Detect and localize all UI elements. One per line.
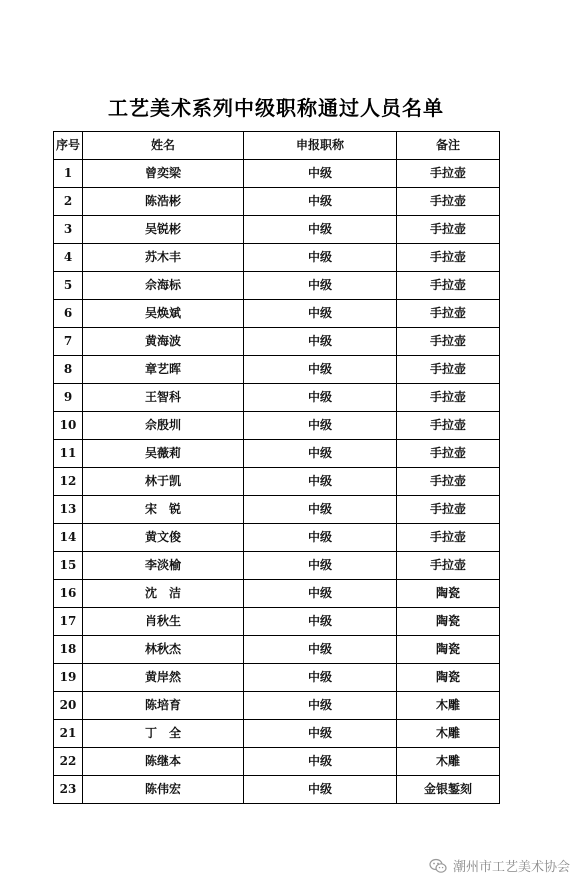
cell-no: 6 xyxy=(54,300,83,328)
cell-note: 手拉壶 xyxy=(397,300,500,328)
header-cell-title: 申报职称 xyxy=(244,132,397,160)
cell-name: 吴锐彬 xyxy=(83,216,244,244)
table-row xyxy=(54,664,500,692)
table-row xyxy=(54,160,500,188)
table-row xyxy=(54,748,500,776)
cell-no: 15 xyxy=(54,552,83,580)
table-row xyxy=(54,468,500,496)
cell-note: 手拉壶 xyxy=(397,188,500,216)
cell-note: 手拉壶 xyxy=(397,160,500,188)
table-header-row xyxy=(54,132,500,160)
table-row xyxy=(54,552,500,580)
table-row xyxy=(54,328,500,356)
cell-title: 中级 xyxy=(244,272,397,300)
cell-note: 手拉壶 xyxy=(397,496,500,524)
watermark-text: 潮州市工艺美术协会 xyxy=(452,860,570,875)
table-row xyxy=(54,216,500,244)
cell-name: 曾奕梁 xyxy=(83,160,244,188)
cell-no: 11 xyxy=(54,440,83,468)
cell-name: 陈浩彬 xyxy=(83,188,244,216)
cell-title: 中级 xyxy=(244,328,397,356)
cell-title: 中级 xyxy=(244,160,397,188)
cell-note: 手拉壶 xyxy=(397,272,500,300)
cell-title: 中级 xyxy=(244,468,397,496)
cell-note: 手拉壶 xyxy=(397,328,500,356)
header-cell-no: 序号 xyxy=(54,132,83,160)
cell-name: 林于凯 xyxy=(83,468,244,496)
cell-title: 中级 xyxy=(244,300,397,328)
cell-title: 中级 xyxy=(244,720,397,748)
cell-note: 手拉壶 xyxy=(397,384,500,412)
cell-no: 10 xyxy=(54,412,83,440)
cell-note: 陶瓷 xyxy=(397,608,500,636)
cell-no: 17 xyxy=(54,608,83,636)
cell-no: 19 xyxy=(54,664,83,692)
table-row xyxy=(54,524,500,552)
cell-title: 中级 xyxy=(244,664,397,692)
table-row xyxy=(54,580,500,608)
table-row xyxy=(54,384,500,412)
cell-no: 3 xyxy=(54,216,83,244)
cell-title: 中级 xyxy=(244,748,397,776)
cell-note: 手拉壶 xyxy=(397,244,500,272)
cell-name: 李淡榆 xyxy=(83,552,244,580)
table-row xyxy=(54,300,500,328)
cell-name: 黄文俊 xyxy=(83,524,244,552)
roster-table xyxy=(53,131,500,804)
cell-title: 中级 xyxy=(244,608,397,636)
header-cell-name: 姓名 xyxy=(83,132,244,160)
cell-note: 手拉壶 xyxy=(397,552,500,580)
table-row xyxy=(54,496,500,524)
cell-no: 8 xyxy=(54,356,83,384)
table-row xyxy=(54,692,500,720)
table-row xyxy=(54,776,500,804)
cell-title: 中级 xyxy=(244,776,397,804)
cell-note: 手拉壶 xyxy=(397,524,500,552)
account-watermark xyxy=(429,856,570,875)
cell-no: 12 xyxy=(54,468,83,496)
table-row xyxy=(54,440,500,468)
cell-note: 木雕 xyxy=(397,720,500,748)
cell-name: 陈培育 xyxy=(83,692,244,720)
cell-name: 丁 全 xyxy=(83,720,244,748)
table-row xyxy=(54,412,500,440)
table-row xyxy=(54,272,500,300)
cell-title: 中级 xyxy=(244,692,397,720)
table-row xyxy=(54,188,500,216)
cell-title: 中级 xyxy=(244,524,397,552)
cell-note: 手拉壶 xyxy=(397,216,500,244)
cell-note: 手拉壶 xyxy=(397,440,500,468)
cell-title: 中级 xyxy=(244,496,397,524)
cell-note: 陶瓷 xyxy=(397,636,500,664)
cell-title: 中级 xyxy=(244,356,397,384)
cell-note: 手拉壶 xyxy=(397,412,500,440)
cell-no: 20 xyxy=(54,692,83,720)
cell-name: 吴薇莉 xyxy=(83,440,244,468)
cell-title: 中级 xyxy=(244,244,397,272)
cell-title: 中级 xyxy=(244,188,397,216)
cell-name: 沈 洁 xyxy=(83,580,244,608)
cell-no: 9 xyxy=(54,384,83,412)
cell-note: 木雕 xyxy=(397,692,500,720)
cell-note: 手拉壶 xyxy=(397,468,500,496)
cell-no: 18 xyxy=(54,636,83,664)
cell-name: 陈伟宏 xyxy=(83,776,244,804)
cell-name: 陈继本 xyxy=(83,748,244,776)
cell-title: 中级 xyxy=(244,580,397,608)
cell-title: 中级 xyxy=(244,216,397,244)
cell-title: 中级 xyxy=(244,440,397,468)
cell-name: 章艺晖 xyxy=(83,356,244,384)
cell-title: 中级 xyxy=(244,552,397,580)
page-title: 工艺美术系列中级职称通过人员名单 xyxy=(108,96,444,120)
header-cell-note: 备注 xyxy=(397,132,500,160)
cell-title: 中级 xyxy=(244,412,397,440)
table-body xyxy=(54,160,500,804)
cell-title: 中级 xyxy=(244,636,397,664)
cell-no: 23 xyxy=(54,776,83,804)
cell-no: 16 xyxy=(54,580,83,608)
cell-no: 1 xyxy=(54,160,83,188)
cell-name: 吴焕斌 xyxy=(83,300,244,328)
wechat-icon xyxy=(429,858,447,874)
cell-name: 王智科 xyxy=(83,384,244,412)
cell-name: 肖秋生 xyxy=(83,608,244,636)
cell-no: 5 xyxy=(54,272,83,300)
cell-note: 木雕 xyxy=(397,748,500,776)
cell-no: 4 xyxy=(54,244,83,272)
table-row xyxy=(54,356,500,384)
cell-no: 21 xyxy=(54,720,83,748)
cell-note: 陶瓷 xyxy=(397,664,500,692)
table-row xyxy=(54,608,500,636)
cell-name: 宋 锐 xyxy=(83,496,244,524)
cell-name: 佘海标 xyxy=(83,272,244,300)
cell-note: 陶瓷 xyxy=(397,580,500,608)
cell-name: 林秋杰 xyxy=(83,636,244,664)
cell-note: 手拉壶 xyxy=(397,356,500,384)
cell-no: 13 xyxy=(54,496,83,524)
table-row xyxy=(54,244,500,272)
cell-no: 2 xyxy=(54,188,83,216)
table-row xyxy=(54,636,500,664)
cell-no: 22 xyxy=(54,748,83,776)
cell-note: 金银錾刻 xyxy=(397,776,500,804)
cell-name: 苏木丰 xyxy=(83,244,244,272)
cell-no: 7 xyxy=(54,328,83,356)
cell-no: 14 xyxy=(54,524,83,552)
cell-name: 黄海波 xyxy=(83,328,244,356)
table-row xyxy=(54,720,500,748)
cell-name: 佘殷圳 xyxy=(83,412,244,440)
cell-title: 中级 xyxy=(244,384,397,412)
cell-name: 黄岸然 xyxy=(83,664,244,692)
